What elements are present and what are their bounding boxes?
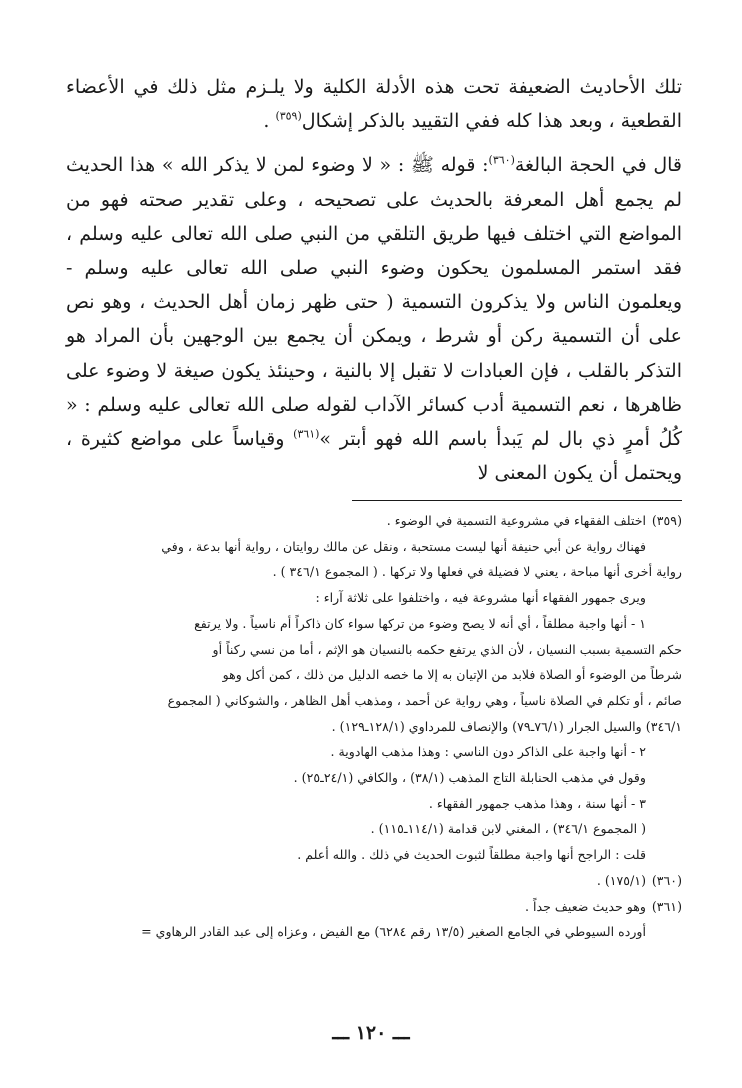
footnote-number: (٣٦٠): [651, 872, 682, 888]
footnote-line: أورده السيوطي في الجامع الصغير (١٣/٥ رقم ٦٢٨٤) مع الفيض ، وعزاه إلى عبد القادر الرهاوي =: [141, 924, 646, 940]
footnote-line: ١ - أنها واجبة مطلقاً ، أي أنه لا يصح وضوء من تركها سواء كان ذاكراً أم ناسياً . ولا يرتفع: [194, 615, 646, 631]
footnote-number: (٣٥٩): [651, 513, 682, 528]
footnote-line: فهناك رواية عن أبي حنيفة أنها ليست مستحبة ، ونقل عن مالك روايتان ، رواية أنها بدعة ، وفي: [161, 538, 646, 554]
footnote-361: [60, 894, 682, 920]
paragraph-2-start: قال في الحجة البالغة: [514, 154, 683, 177]
footnote-heading: وهو حديث ضعيف جداً .: [524, 898, 646, 914]
paragraph-1-line-2: القطعية ، وبعد هذا كله ففي التقييد بالذكر إشكال: [301, 110, 682, 133]
paragraph-1: [66, 70, 682, 138]
footnote-line: ٢ - أنها واجبة على الذاكر دون الناسي : وهذا مذهب الهادوية .: [330, 744, 646, 760]
footnote-line: وقول في مذهب الحنابلة التاج المذهب (٣٨/١) ، والكافي (٢٤/١ـ٢٥) .: [293, 770, 646, 786]
footnote-separator: [352, 500, 682, 501]
footnote-text: (١٧٥/١) .: [596, 872, 646, 888]
footnote-line: صائم ، أو تكلم في الصلاة ناسياً ، وهي رواية عن أحمد ، ومذهب أهل الظاهر ، والشوكاني ( المجموع: [167, 692, 682, 708]
footnote-line: ويرى جمهور الفقهاء أنها مشروعة فيه ، واختلفوا على ثلاثة آراء :: [315, 590, 646, 606]
footnote-line: شرطاً من الوضوء أو الصلاة فلابد من الإتيان به إلا ما خصه الدليل من ذلك ، كمن أكل وهو: [222, 667, 682, 683]
paragraph-1-end: .: [263, 110, 276, 133]
footnote-line: ٣٤٦/١) والسيل الجرار (٧٦/١ـ٧٩) والإنصاف للمرداوي (١٢٨/١ـ١٢٩) .: [331, 718, 682, 734]
main-text: [66, 70, 682, 490]
footnote-359: [60, 508, 682, 534]
footnote-360: [60, 868, 682, 894]
footnote-line: قلت : الراجح أنها واجبة مطلقاً لثبوت الحديث في ذلك . والله أعلم .: [297, 847, 646, 863]
paragraph-2-end: وقياساً على مواضع كثيرة ، ويحتمل أن يكون المعنى لا: [66, 428, 682, 485]
footnote-line: حكم التسمية بسبب النسيان ، لأن الذي يرتفع حكمه بالنسيان هو الإثم ، أما من نسي ركناً أو: [212, 641, 682, 657]
footnote-line: ٣ - أنها سنة ، وهذا مذهب جمهور الفقهاء .: [428, 795, 646, 811]
footnote-ref-361: (٣٦١): [293, 427, 320, 441]
footnote-heading: اختلف الفقهاء في مشروعية التسمية في الوضوء .: [386, 513, 646, 528]
footnote-number: (٣٦١): [651, 898, 682, 914]
footnote-ref-360: (٣٦٠): [488, 154, 515, 168]
paragraph-1-line-1: تلك الأحاديث الضعيفة تحت هذه الأدلة الكلية ولا يلـزم مثل ذلك في الأعضاء: [66, 76, 682, 98]
footnote-line: رواية أخرى أنها مباحة ، يعني لا فضيلة في فعلها ولا تركها . ( المجموع ٣٤٦/١ ) .: [272, 564, 682, 580]
footnote-line: ( المجموع ٣٤٦/١) ، المغني لابن قدامة (١١٤/١ـ١١٥) .: [370, 821, 646, 837]
page-number: ـــ ١٢٠ ـــ: [332, 1022, 410, 1044]
paragraph-2: [66, 148, 682, 490]
paragraph-2-body: : قوله ﷺ : « لا وضوء لمن لا يذكر الله » هذا الحديث لم يجمع أهل المعرفة بالحديث على تصحيحه ، وعلى تقدير صحته فهو من المواضع التي اختلف فيها طريق التلقي من النبي صلى الله تعالى عليه وسلم ، فقد استمر المسلمون يحكون وضوء النبي صلى الله تعالى عليه وسلم - ويعلمون الناس ولا يذكرون التسمية ( حتى ظهر زمان أهل الحديث ، وهو نص على أن التسمية ركن أو شرط ، ويمكن أن يجمع بين الوجهين بأن المراد هو التذكر بالقلب ، فإن العبادات لا تقبل إلا بالنية ، وحينئذ يكون صيغة لا وضوء على ظاهرها ، نعم التسمية أدب كسائر الآداب لقوله صلى الله تعالى عليه وسلم : « كُلُ أمرٍ ذي بال لم يَبدأ باسم الله فهو أبتر »: [66, 154, 682, 451]
footnotes: [60, 508, 682, 945]
footnote-ref-359: (٣٥٩): [275, 109, 302, 123]
